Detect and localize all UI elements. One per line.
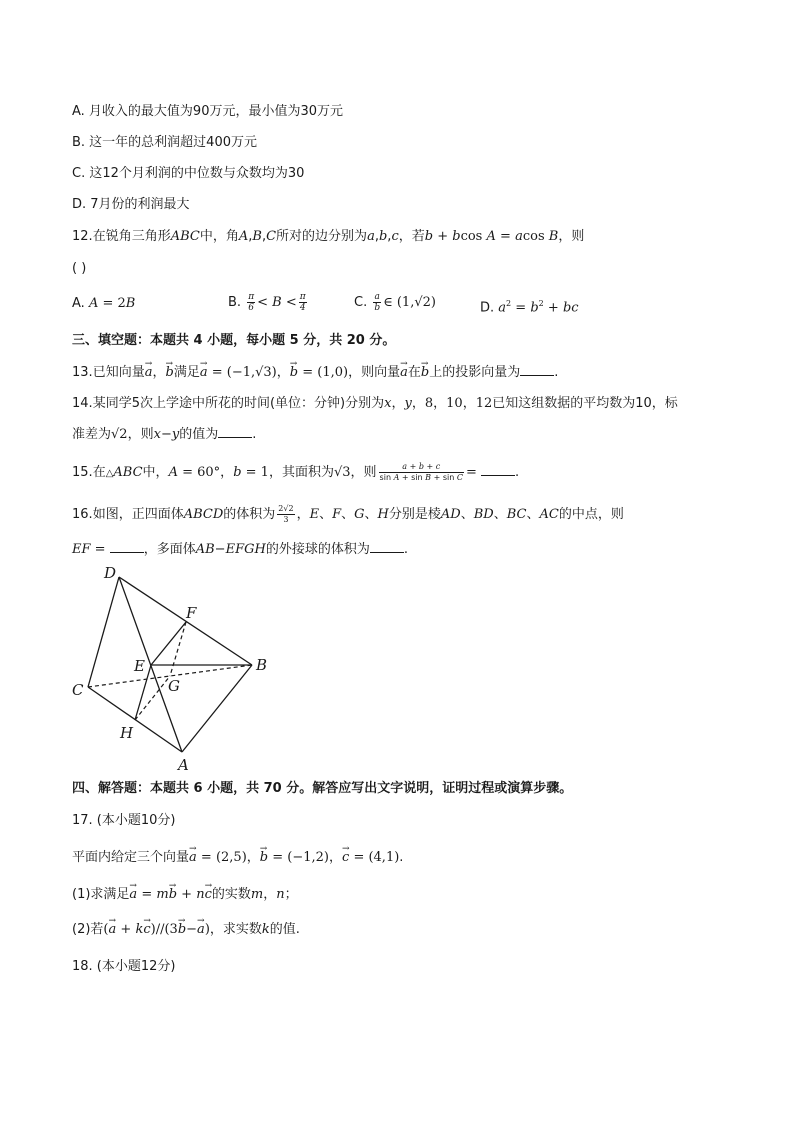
q14-stem-line1: 14.某同学5次上学途中所花的时间(单位：分钟)分别为x，y，8，10，12已知这组数据的平均数为10，标 xyxy=(72,396,678,411)
label-D: D xyxy=(104,564,117,582)
q12-option-c: C. $\frac{a}{b}$ ∈ (1,√2) xyxy=(354,292,436,313)
q16-stem-line2: EF = ，多面体AB−EFGH的外接球的体积为 . xyxy=(72,542,408,557)
tetrahedron-figure xyxy=(60,560,280,775)
q11-option-a: A. 月收入的最大值为90万元，最小值为30万元 xyxy=(72,104,344,119)
q18-header: 18. (本小题12分) xyxy=(72,959,176,974)
q13-answer-blank xyxy=(520,364,554,376)
q17-header: 17. (本小题10分) xyxy=(72,813,176,828)
section-4-heading: 四、解答题：本题共 6 小题，共 70 分。解答应写出文字说明，证明过程或演算步骤。 xyxy=(72,781,573,796)
q12-answer-paren: ( ) xyxy=(72,261,87,276)
label-B: B xyxy=(256,656,268,674)
q12-option-d: D. $a^2 = b^2$ + bc xyxy=(480,299,579,316)
q14-answer-blank xyxy=(218,426,252,438)
segment-EF xyxy=(151,622,186,665)
label-A: A xyxy=(178,756,189,774)
segment-HG-hidden xyxy=(135,676,170,720)
edge-DC xyxy=(88,577,119,687)
q11-option-b: B. 这一年的总利润超过400万元 xyxy=(72,135,257,150)
label-G: G xyxy=(168,677,180,695)
segment-FG-hidden xyxy=(170,622,186,676)
q16-answer-blank-2 xyxy=(370,541,404,553)
q17-part1: (1)求满足→ a = m→ b + n→ c的实数m，n； xyxy=(72,886,298,904)
q15-answer-blank xyxy=(481,464,515,476)
q17-part2: (2)若(→ a + k→ c)//(3→ b−→ a)，求实数k的值. xyxy=(72,921,300,939)
q15-stem: 15.在△ABC中，A = 60°，b = 1，其面积为√3，则 $\frac{a + b + c}{\text{sin A + sin B + sin C}}$ = . xyxy=(72,462,520,482)
q17-stem: 平面内给定三个向量→ a = (2,5)，→ b = (−1,2)，→ c = (4,1). xyxy=(72,849,403,867)
q11-option-c: C. 这12个月利润的中位数与众数均为30 xyxy=(72,166,305,181)
q13-stem: 13.已知向量→ a，→ b满足→ a = (−1,√3)，→ b = (1,0)，则向量→ a在→ b上的投影向量为 . xyxy=(72,364,558,382)
edge-BA xyxy=(182,665,252,752)
q12-stem: 12.在锐角三角形ABC中，角A,B,C所对的边分别为a,b,c，若b + bcos A = acos B，则 xyxy=(72,229,585,244)
q16-stem-line1: 16.如图，正四面体ABCD的体积为 $\frac{2√2}{3}$ ，E、F、G、H分别是棱AD、BD、BC、AC的中点，则 xyxy=(72,504,624,524)
section-3-heading: 三、填空题：本题共 4 小题，每小题 5 分，共 20 分。 xyxy=(72,333,396,348)
q11-option-d: D. 7月份的利润最大 xyxy=(72,197,190,212)
q14-stem-line2: 准差为√2，则x−y的值为 . xyxy=(72,427,257,442)
label-F: F xyxy=(186,604,197,622)
label-C: C xyxy=(72,681,84,699)
label-E: E xyxy=(134,657,145,675)
q12-option-b: B. $\frac{\pi}{6}$ < B < $\frac{\pi}{4}$ xyxy=(228,292,306,313)
q16-answer-blank-1 xyxy=(110,541,144,553)
q12-option-a: A. A = 2B xyxy=(72,296,136,311)
label-H: H xyxy=(120,724,134,742)
